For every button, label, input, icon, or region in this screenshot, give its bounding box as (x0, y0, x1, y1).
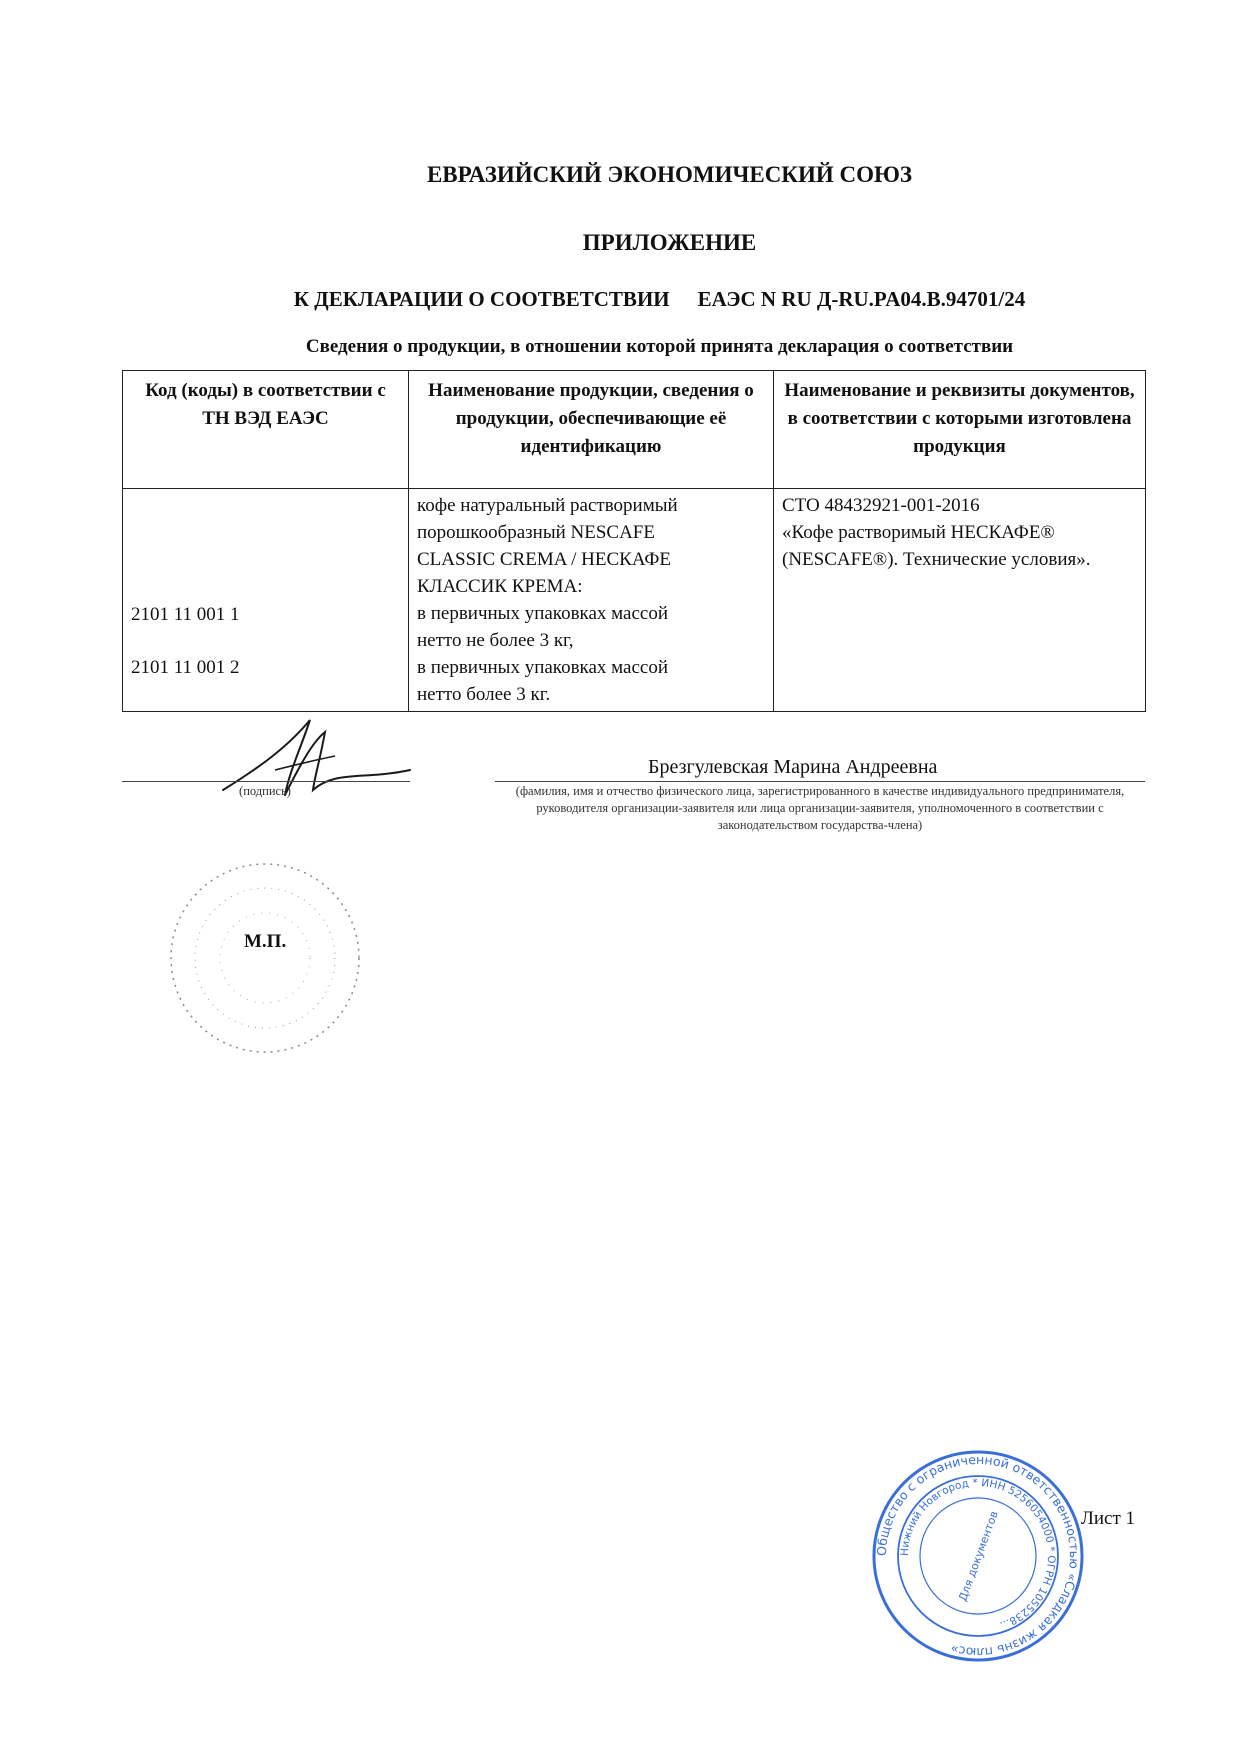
product-cell (409, 489, 774, 712)
declaration-number: ЕАЭС N RU Д-RU.PA04.B.94701/24 (697, 287, 1026, 311)
document-line: «Кофе растворимый НЕСКАФЕ® (NESCAFE®). Технические условия». (782, 522, 1091, 570)
declaration-prefix: К ДЕКЛАРАЦИИ О СООТВЕТСТВИИ (293, 287, 670, 311)
header-code: Код (коды) в соответствии с ТН ВЭД ЕАЭС (123, 371, 409, 489)
code-value: 2101 11 001 2 (131, 657, 240, 678)
union-title: ЕВРАЗИЙСКИЙ ЭКОНОМИЧЕСКИЙ СОЮЗ (426, 162, 913, 187)
table-row (123, 489, 1146, 712)
name-caption: (фамилия, имя и отчество физического лица, зарегистрированного в качестве индивидуального предпринимателя, руководителя организации-заявителя или лица организации-заявителя, уполномоченного в соответствии с законодательством государства-члена) (515, 784, 1125, 832)
stamp-center-text: Для документов (956, 1509, 1001, 1604)
stamp-place-label: М.П. (244, 931, 287, 952)
codes-cell (123, 489, 409, 712)
product-line: нетто более 3 кг. (417, 684, 551, 705)
annex-title: ПРИЛОЖЕНИЕ (582, 230, 757, 255)
company-seal (868, 1446, 1088, 1666)
table-header-row (123, 371, 1146, 489)
product-line: нетто не более 3 кг, (417, 630, 574, 651)
product-table (122, 370, 1146, 712)
product-line: порошкообразный NESCAFE (417, 522, 655, 543)
header-documents: Наименование и реквизиты документов, в соответствии с которыми изготовлена продукция (774, 371, 1146, 489)
signature-caption: (подпись) (239, 784, 291, 798)
stamp-inner-text: Нижний Новгород * ИНН 5256054000 * ОГРН 1055238... (898, 1476, 1058, 1632)
sheet-number: Лист 1 (1081, 1508, 1136, 1529)
header-product: Наименование продукции, сведения о продукции, обеспечивающие её идентификацию (409, 371, 774, 489)
signer-name: Брезгулевская Марина Андреевна (648, 756, 938, 778)
signature-line (122, 781, 410, 782)
info-title: Сведения о продукции, в отношении которой принята декларация о соответствии (305, 336, 1014, 357)
faded-seal (165, 858, 365, 1058)
name-line (495, 781, 1145, 782)
document-line: СТО 48432921-001-2016 (782, 495, 980, 516)
product-line: в первичных упаковках массой (417, 657, 669, 678)
stamp-outer-text: Общество с ограниченной ответственностью «Сладкая жизнь плюс» (873, 1451, 1083, 1661)
declaration-heading (40, 287, 1239, 312)
code-value: 2101 11 001 1 (131, 604, 240, 625)
product-line: КЛАССИК КРЕМА: (417, 576, 583, 597)
documents-cell (774, 489, 1146, 712)
product-line: кофе натуральный растворимый (417, 495, 678, 516)
product-line: CLASSIC CREMA / НЕСКАФЕ (417, 549, 671, 570)
product-line: в первичных упаковках массой (417, 603, 669, 624)
